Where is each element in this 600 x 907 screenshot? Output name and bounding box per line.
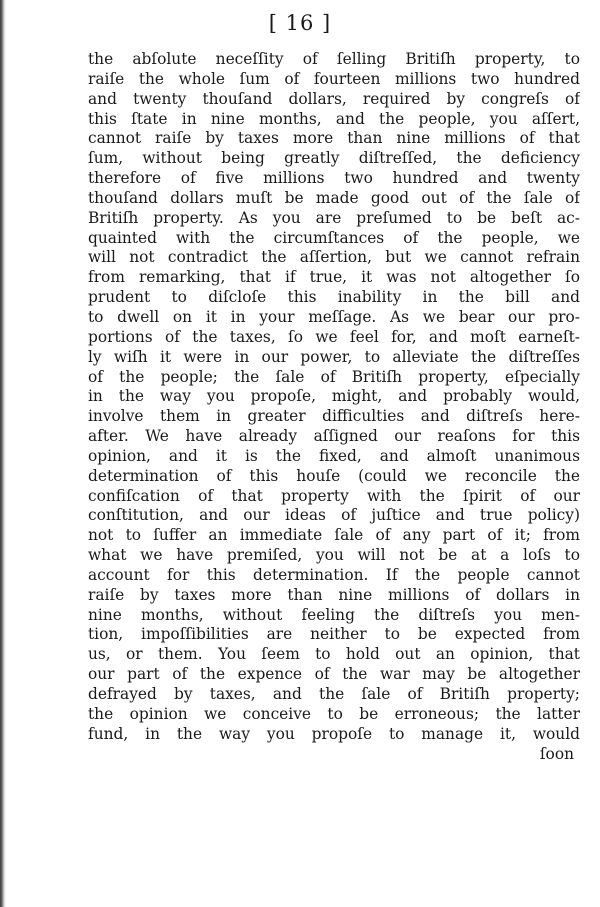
text-line: conſtitution, and our ideas of juſtice and true policy)	[88, 506, 580, 525]
text-line: in the way you propoſe, might, and probably would,	[88, 387, 580, 406]
text-line: from remarking, that if true, it was not altogether ſo	[88, 268, 580, 287]
text-line: determination of this houſe (could we reconcile the	[88, 466, 580, 485]
text-line: the opinion we conceive to be erroneous; the latter	[88, 704, 580, 723]
text-line: not to ſuffer an immediate ſale of any part of it; from	[88, 526, 580, 545]
text-line: opinion, and it is the fixed, and almoſt unanimous	[88, 446, 580, 465]
page-number-header: [ 16 ]	[268, 11, 332, 35]
text-line: the abſolute neceſſity of ſelling Britiſh property, to	[88, 50, 580, 68]
text-line: raiſe by taxes more than nine millions of dollars in	[88, 585, 580, 604]
text-line: and twenty thouſand dollars, required by congreſs of	[88, 89, 580, 108]
text-line: therefore of five millions two hundred and twenty	[88, 169, 580, 188]
text-line: after. We have already aſſigned our reaſons for this	[88, 427, 580, 446]
text-line: nine months, without feeling the diſtreſs you men-	[88, 605, 580, 624]
text-line: of the people; the ſale of Britiſh property, eſpecially	[88, 367, 580, 386]
catchword: ſoon	[539, 744, 574, 763]
text-line: portions of the taxes, ſo we feel for, and moſt earneſt-	[88, 327, 580, 346]
text-line: tion, impoſſibilities are neither to be expected from	[88, 625, 580, 644]
text-line: this ſtate in nine months, and the people, you aſſert,	[88, 109, 580, 128]
text-line: our part of the expence of the war may be altogether	[88, 665, 580, 684]
text-line: account for this determination. If the people cannot	[88, 565, 580, 584]
text-line: ly wiſh it were in our power, to alleviate the diſtreſſes	[88, 347, 580, 366]
text-line: involve them in greater difficulties and diſtreſs here-	[88, 407, 580, 426]
text-line: us, or them. You ſeem to hold out an opinion, that	[88, 645, 580, 664]
text-line: Britiſh property. As you are preſumed to be beſt ac-	[88, 208, 580, 227]
text-line: thouſand dollars muſt be made good out of the ſale of	[88, 188, 580, 207]
text-line: prudent to diſcloſe this inability in the bill and	[88, 288, 580, 307]
text-line: raiſe the whole ſum of fourteen millions two hundred	[88, 69, 580, 88]
page-left-edge-shadow	[0, 0, 6, 907]
text-line: quainted with the circumſtances of the people, we	[88, 228, 580, 247]
text-line: defrayed by taxes, and the ſale of Britiſh property;	[88, 685, 580, 703]
text-line: what we have premiſed, you will not be at a loſs to	[88, 546, 580, 565]
body-text	[88, 50, 580, 764]
text-line: fund, in the way you propoſe to manage it, would	[88, 724, 580, 743]
text-line: ſum, without being greatly diſtreſſed, the deficiency	[88, 149, 580, 168]
text-line: confiſcation of that property with the ſpirit of our	[88, 486, 580, 505]
text-line: to dwell on it in your meſſage. As we bear our pro-	[88, 307, 580, 326]
text-line: cannot raiſe by taxes more than nine millions of that	[88, 129, 580, 148]
text-line: will not contradict the aſſertion, but we cannot refrain	[88, 248, 580, 267]
